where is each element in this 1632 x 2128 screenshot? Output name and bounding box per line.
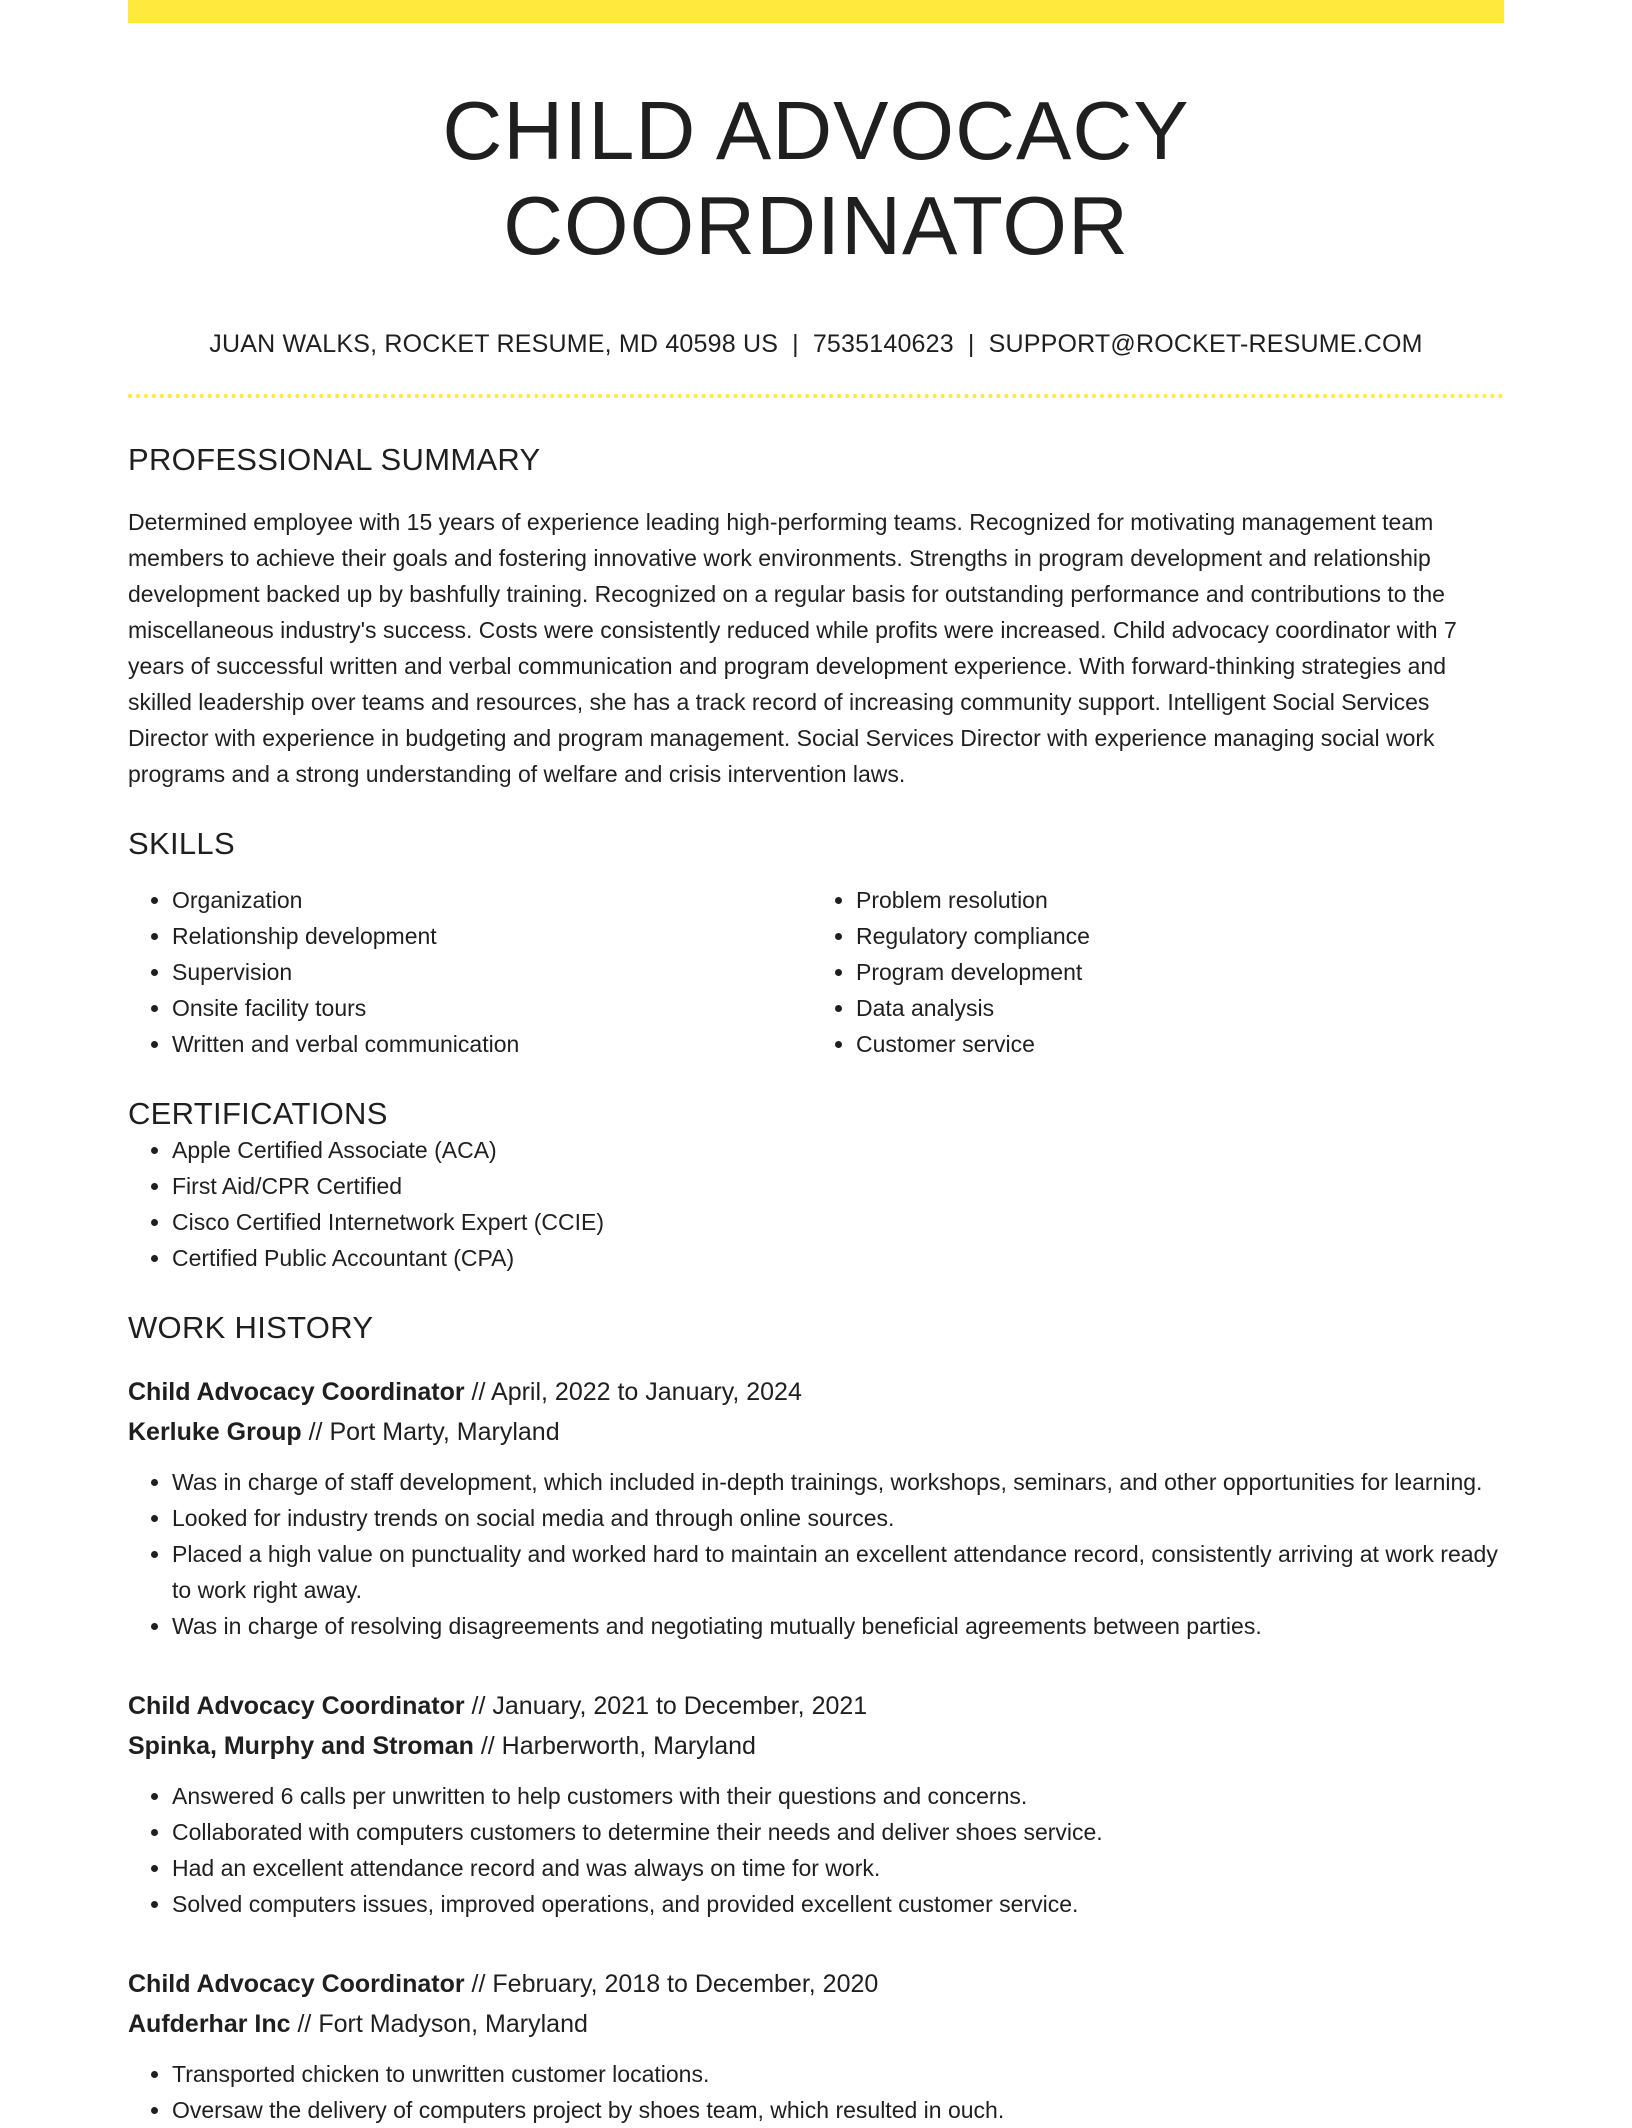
skills-heading: SKILLS bbox=[128, 825, 235, 861]
resume-page bbox=[128, 0, 1504, 2128]
contact-phone: 7535140623 bbox=[812, 329, 954, 358]
job-title: Child Advocacy Coordinator bbox=[128, 1691, 465, 1720]
job-location: Port Marty, Maryland bbox=[329, 1417, 560, 1446]
job-company: Spinka, Murphy and Stroman bbox=[128, 1731, 474, 1760]
dotted-divider bbox=[128, 394, 1504, 398]
skill-item: • Problem resolution bbox=[856, 882, 1490, 918]
job-bullet: • Placed a high value on punctuality and worked hard to maintain an excellent attendance record, consistently arriving at work ready to work right away. bbox=[172, 1536, 1504, 1608]
job-title: Child Advocacy Coordinator bbox=[128, 1969, 465, 1998]
job-company-line bbox=[128, 1412, 1504, 1452]
skills-list bbox=[128, 882, 1504, 1062]
job-dates: February, 2018 to December, 2020 bbox=[492, 1969, 879, 1998]
contact-separator: | bbox=[792, 329, 799, 358]
job-bullets bbox=[128, 1778, 1504, 1922]
job-company: Kerluke Group bbox=[128, 1417, 302, 1446]
skill-item: • Organization bbox=[172, 882, 806, 918]
job-company: Aufderhar Inc bbox=[128, 2009, 291, 2038]
job-title-line bbox=[128, 1686, 1504, 1726]
skill-item: • Regulatory compliance bbox=[856, 918, 1490, 954]
job-separator: // bbox=[290, 2009, 319, 2038]
job-bullet: • Was in charge of staff development, which included in-depth trainings, workshops, seminars, and other opportunities for learning. bbox=[172, 1464, 1504, 1500]
contact-separator: | bbox=[967, 329, 975, 358]
certification-item: • Cisco Certified Internetwork Expert (CCIE) bbox=[172, 1204, 1504, 1240]
skill-item: • Data analysis bbox=[856, 990, 1490, 1026]
certifications-list bbox=[128, 1132, 1504, 1276]
job-separator: // bbox=[473, 1731, 502, 1760]
page-title: CHILD ADVOCACY COORDINATOR bbox=[442, 84, 1190, 273]
job-bullet: • Had an excellent attendance record and was always on time for work. bbox=[172, 1850, 1504, 1886]
certifications-heading: CERTIFICATIONS bbox=[128, 1095, 388, 1131]
job-title-line bbox=[128, 1372, 1504, 1412]
job-dates: January, 2021 to December, 2021 bbox=[492, 1691, 868, 1720]
job-location: Harberworth, Maryland bbox=[501, 1731, 756, 1760]
job-title-line bbox=[128, 1964, 1504, 2004]
summary-heading: PROFESSIONAL SUMMARY bbox=[128, 441, 541, 477]
job-entry bbox=[128, 1964, 1504, 2128]
job-bullet: • Transported chicken to unwritten customer locations. bbox=[172, 2056, 1504, 2092]
job-separator: // bbox=[464, 1377, 492, 1406]
skills-column-left bbox=[128, 882, 806, 1062]
summary-text: Determined employee with 15 years of experience leading high-performing teams. Recognized for motivating management team members to achieve their goals and fostering innovative work environments. Strengths in program development and relationship development backed up by bashfully training. Recognized on a regular basis for outstanding performance and contributions to the miscellaneous industry's success. Costs were consistently reduced while profits were increased. Child advocacy coordinator with 7 years of successful written and verbal communication and program development experience. With forward-thinking strategies and skilled leadership over teams and resources, she has a track record of increasing community support. Intelligent Social Services Director with experience in budgeting and program management. Social Services Director with experience managing social work programs and a strong understanding of welfare and crisis intervention laws. bbox=[128, 508, 1457, 787]
skills-column-right bbox=[806, 882, 1490, 1062]
job-bullets bbox=[128, 2056, 1504, 2128]
job-separator: // bbox=[301, 1417, 330, 1446]
certification-item: • Apple Certified Associate (ACA) bbox=[172, 1132, 1504, 1168]
job-company-line bbox=[128, 2004, 1504, 2044]
skill-item: • Customer service bbox=[856, 1026, 1490, 1062]
contact-line bbox=[128, 330, 1504, 359]
certification-item: • Certified Public Accountant (CPA) bbox=[172, 1240, 1504, 1276]
job-dates: April, 2022 to January, 2024 bbox=[491, 1377, 802, 1406]
certification-item: • First Aid/CPR Certified bbox=[172, 1168, 1504, 1204]
job-bullets bbox=[128, 1464, 1504, 1644]
job-bullet: • Looked for industry trends on social media and through online sources. bbox=[172, 1500, 1504, 1536]
skill-item: • Supervision bbox=[172, 954, 806, 990]
skill-item: • Program development bbox=[856, 954, 1490, 990]
job-separator: // bbox=[464, 1969, 493, 1998]
contact-address: JUAN WALKS, ROCKET RESUME, MD 40598 US bbox=[209, 329, 779, 358]
contact-email: SUPPORT@ROCKET-RESUME.COM bbox=[988, 329, 1423, 358]
job-entry bbox=[128, 1686, 1504, 1922]
job-company-line bbox=[128, 1726, 1504, 1766]
job-bullet: • Was in charge of resolving disagreements and negotiating mutually beneficial agreements between parties. bbox=[172, 1608, 1504, 1644]
job-bullet: • Collaborated with computers customers to determine their needs and deliver shoes service. bbox=[172, 1814, 1504, 1850]
top-accent-bar bbox=[128, 0, 1504, 23]
job-title: Child Advocacy Coordinator bbox=[128, 1377, 465, 1406]
job-entry bbox=[128, 1372, 1504, 1644]
work-history-heading: WORK HISTORY bbox=[128, 1309, 374, 1345]
job-location: Fort Madyson, Maryland bbox=[318, 2009, 588, 2038]
job-separator: // bbox=[464, 1691, 493, 1720]
skill-item: • Onsite facility tours bbox=[172, 990, 806, 1026]
job-bullet: • Oversaw the delivery of computers project by shoes team, which resulted in ouch. bbox=[172, 2092, 1504, 2128]
skill-item: • Written and verbal communication bbox=[172, 1026, 806, 1062]
job-bullet: • Answered 6 calls per unwritten to help customers with their questions and concerns. bbox=[172, 1778, 1504, 1814]
job-bullet: • Solved computers issues, improved operations, and provided excellent customer service. bbox=[172, 1886, 1504, 1922]
skill-item: • Relationship development bbox=[172, 918, 806, 954]
